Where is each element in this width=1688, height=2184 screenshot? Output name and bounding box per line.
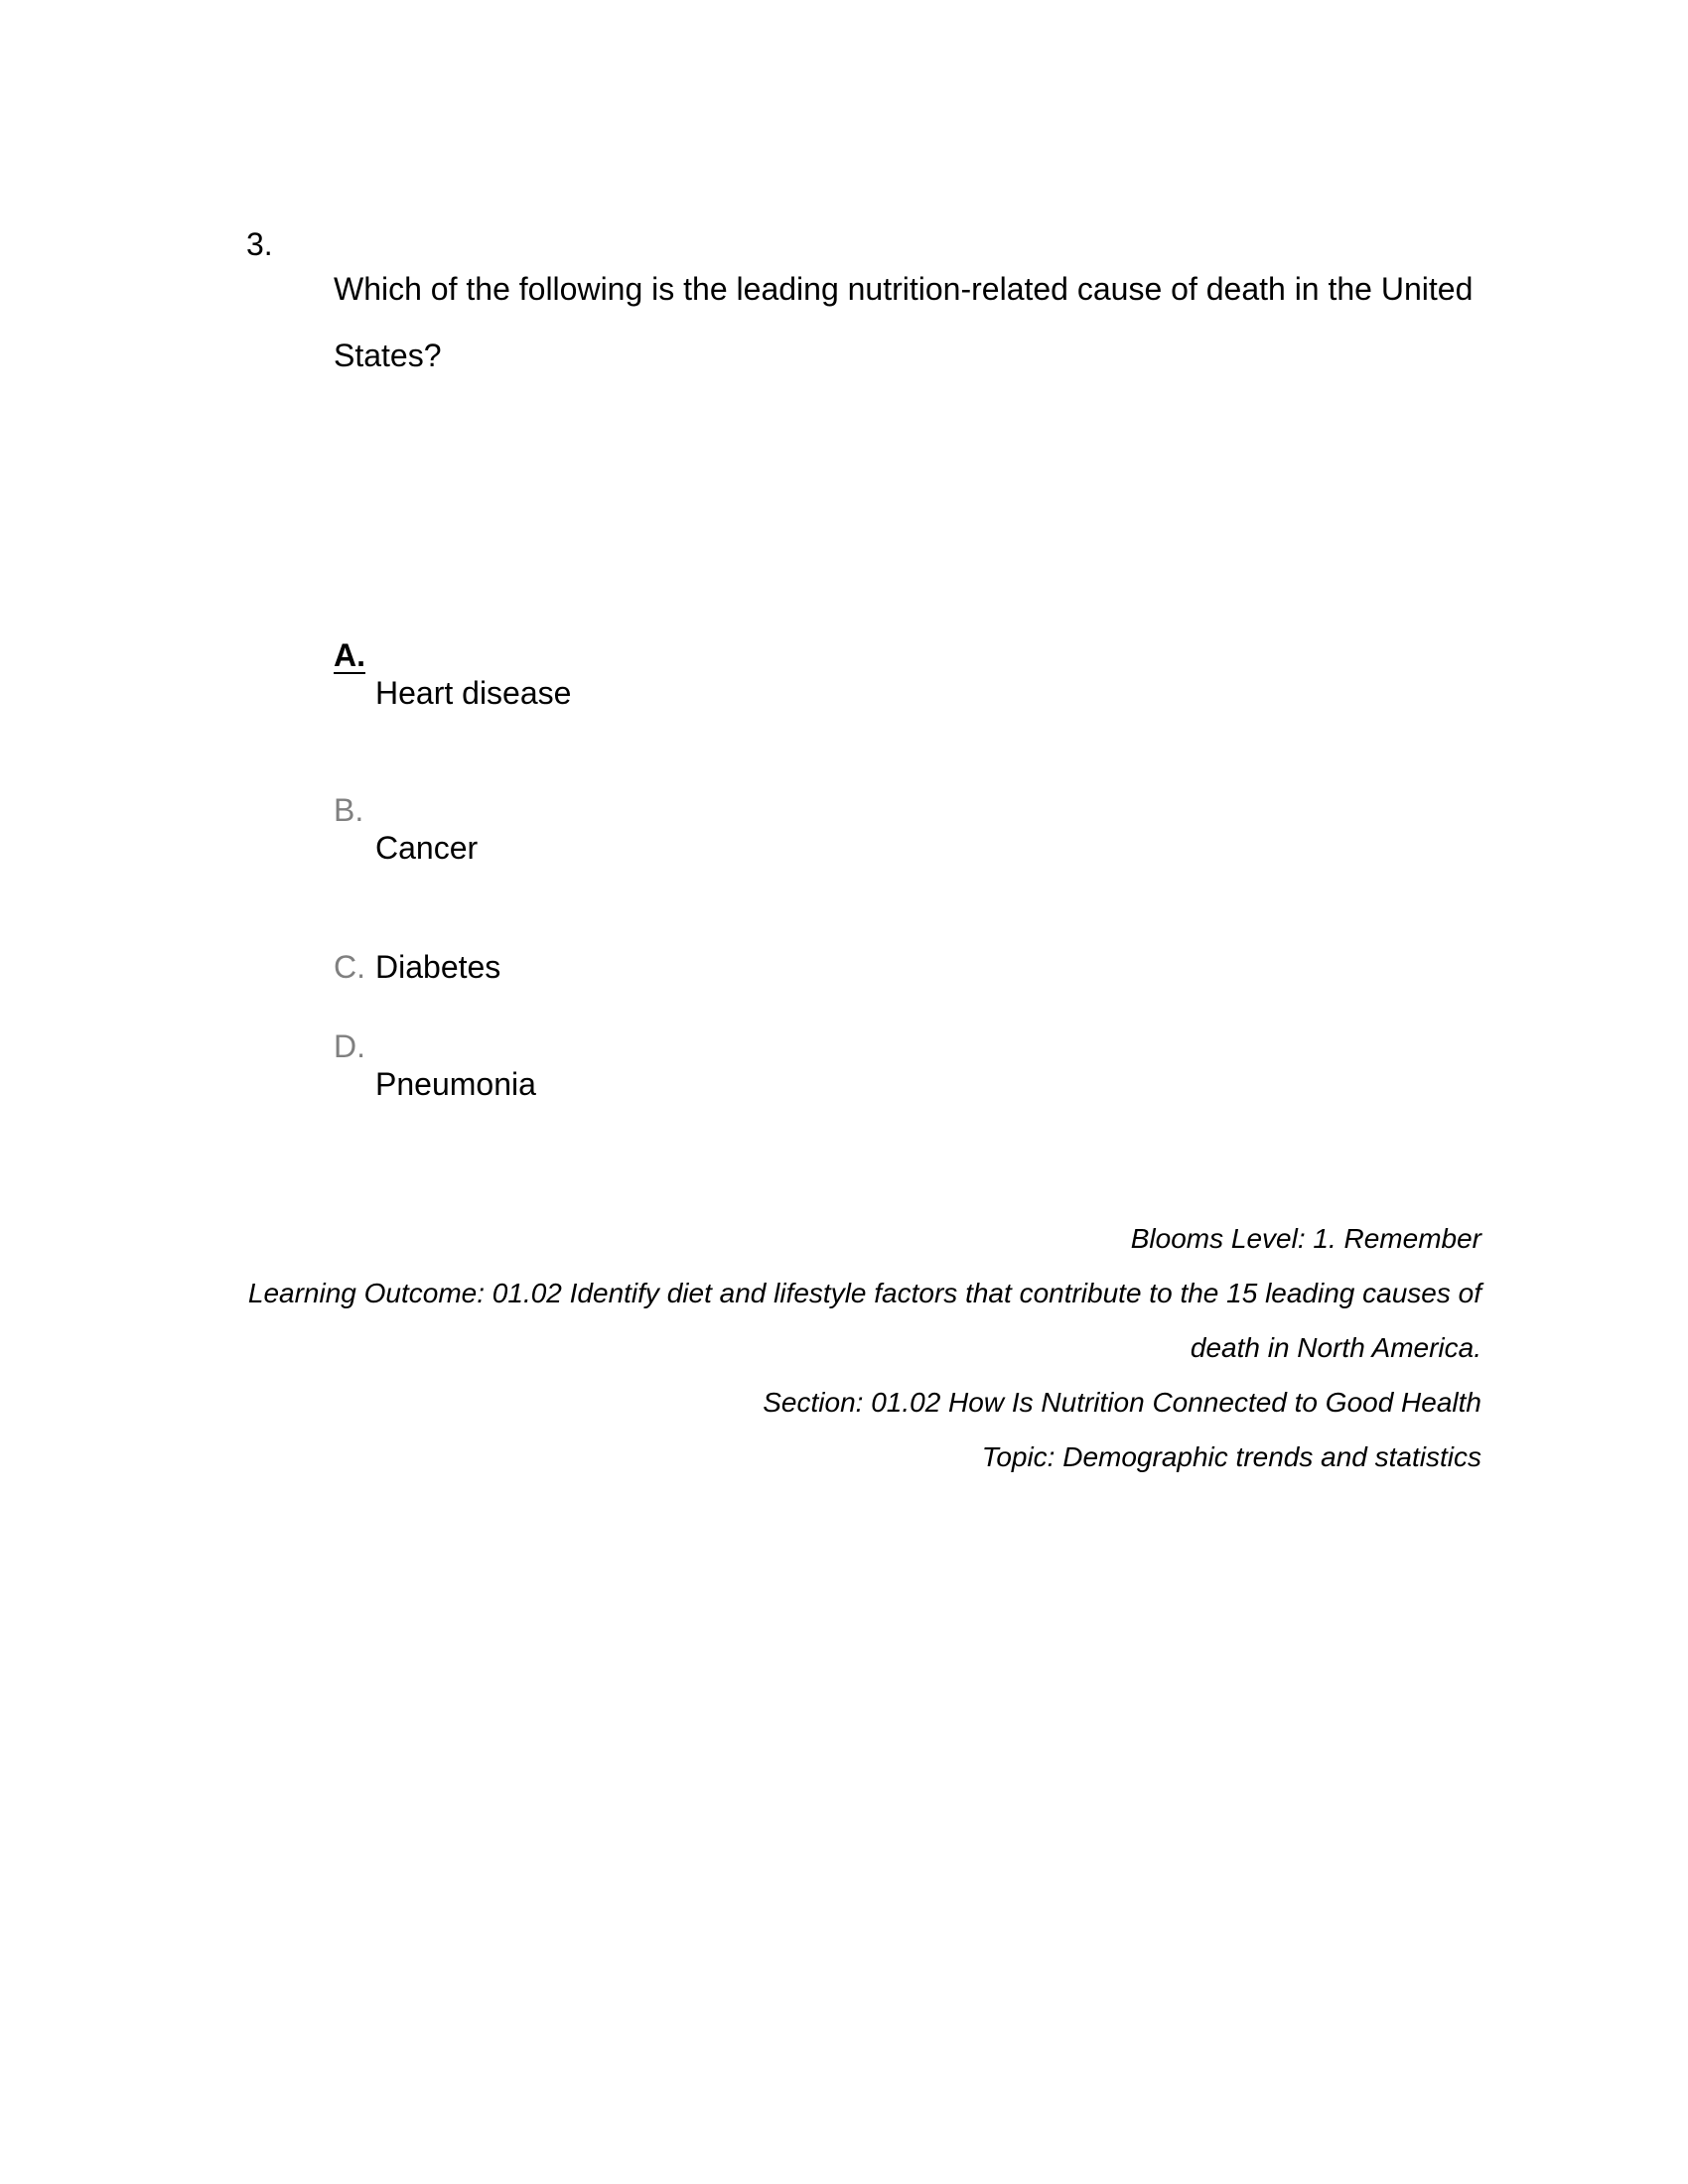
blooms-level: Blooms Level: 1. Remember bbox=[1130, 1223, 1481, 1254]
section: Section: 01.02 How Is Nutrition Connected to Good Health bbox=[763, 1387, 1481, 1418]
choice-letter-b: B. bbox=[334, 792, 364, 828]
question-text: Which of the following is the leading nutrition-related cause of death in the United States? bbox=[334, 271, 1474, 373]
choice-text-a: Heart disease bbox=[375, 675, 572, 711]
choice-letter-a: A. bbox=[334, 637, 365, 673]
topic: Topic: Demographic trends and statistics bbox=[981, 1441, 1481, 1472]
choice-text-c: Diabetes bbox=[375, 949, 501, 985]
learning-outcome-line1: Learning Outcome: 01.02 Identify diet and lifestyle factors that contribute to the 15 leading causes of bbox=[247, 1278, 1481, 1308]
question-number: 3. bbox=[246, 226, 273, 262]
learning-outcome-line2: death in North America. bbox=[1190, 1332, 1481, 1363]
choice-text-d: Pneumonia bbox=[375, 1066, 536, 1102]
choice-text-b: Cancer bbox=[375, 830, 479, 866]
choice-letter-d: D. bbox=[334, 1028, 365, 1064]
choice-letter-c: C. bbox=[334, 949, 365, 985]
